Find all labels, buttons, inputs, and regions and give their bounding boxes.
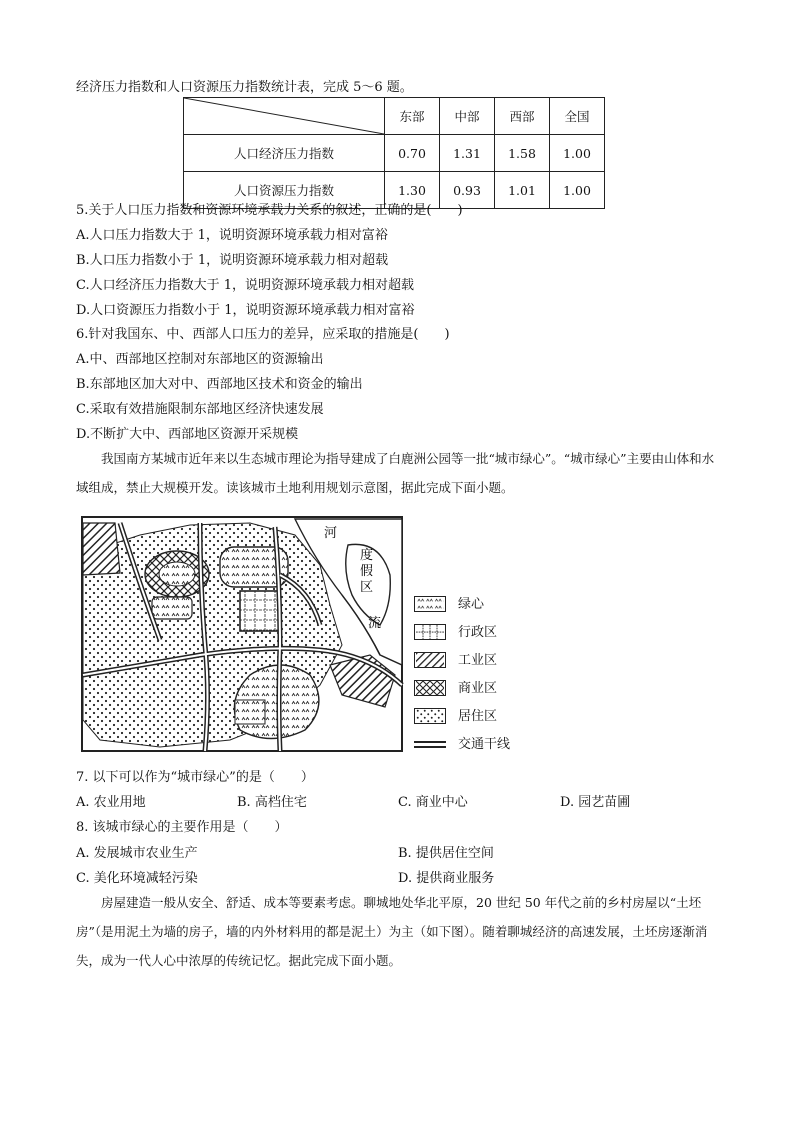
intro-text: 经济压力指数和人口资源压力指数统计表，完成 5～6 题。 — [76, 80, 413, 95]
admin-swatch-icon — [414, 624, 446, 640]
q6-stem: 6.针对我国东、中、西部人口压力的差异，应采取的措施是( ) — [76, 327, 450, 342]
legend-label: 行政区 — [458, 625, 498, 640]
table-cell: 1.01 — [495, 172, 550, 209]
q7-option-d: D. 园艺苗圃 — [560, 795, 631, 810]
legend-item — [414, 708, 554, 726]
road-swatch-icon — [414, 740, 446, 750]
q6-option-c: C.采取有效措施限制东部地区经济快速发展 — [76, 402, 324, 417]
industrial-swatch-icon — [414, 652, 446, 668]
legend-item — [414, 652, 554, 670]
q8-option-d: D. 提供商业服务 — [398, 871, 495, 886]
q6-option-d: D.不断扩大中、西部地区资源开采规模 — [76, 427, 299, 442]
legend-label: 居住区 — [458, 709, 498, 724]
river-label-1: 河 — [324, 526, 338, 541]
resort-label-2: 假 — [360, 564, 374, 579]
row-label: 人口资源压力指数 — [184, 172, 385, 209]
table-cell: 1.00 — [550, 172, 605, 209]
q5-option-a: A.人口压力指数大于 1，说明资源环境承载力相对富裕 — [76, 228, 388, 243]
commercial-swatch-icon — [414, 680, 446, 696]
table-cell: 1.58 — [495, 135, 550, 172]
legend-item — [414, 680, 554, 698]
q8-option-c: C. 美化环境减轻污染 — [76, 871, 198, 886]
passage-adobe-house — [76, 888, 722, 975]
table-header-east: 东部 — [385, 98, 440, 135]
q6-option-a: A.中、西部地区控制对东部地区的资源输出 — [76, 352, 324, 367]
row-label: 人口经济压力指数 — [184, 135, 385, 172]
q5-option-d: D.人口资源压力指数小于 1，说明资源环境承载力相对富裕 — [76, 303, 415, 318]
resort-label-1: 度 — [360, 548, 374, 563]
green-core-swatch-icon — [414, 596, 446, 612]
passage-text: 我国南方某城市近年来以生态城市理论为指导建成了白鹿洲公园等一批“城市绿心”。“城市绿心”主要由山体和水域组成，禁止大规模开发。读该城市土地利用规划示意图，据此完成下面小题。 — [76, 451, 715, 495]
table-header-west: 西部 — [495, 98, 550, 135]
resort-label-3: 区 — [360, 580, 374, 595]
table-cell: 0.70 — [385, 135, 440, 172]
residential-swatch-icon — [414, 708, 446, 724]
legend-label: 交通干线 — [458, 737, 511, 752]
q8-stem: 8. 该城市绿心的主要作用是（ ） — [76, 820, 288, 835]
table-header-central: 中部 — [440, 98, 495, 135]
q5-option-c: C.人口经济压力指数大于 1，说明资源环境承载力相对超载 — [76, 278, 415, 293]
table-cell: 1.31 — [440, 135, 495, 172]
legend-item — [414, 624, 554, 642]
q8-option-a: A. 发展城市农业生产 — [76, 846, 198, 861]
q7-option-b: B. 高档住宅 — [237, 795, 307, 810]
legend-item — [414, 596, 554, 614]
land-use-map — [80, 515, 405, 755]
q5-stem: 5.关于人口压力指数和资源环境承载力关系的叙述，正确的是( ) — [76, 203, 463, 218]
table-row — [184, 135, 605, 172]
table-cell: 1.30 — [385, 172, 440, 209]
table-cell: 0.93 — [440, 172, 495, 209]
table-cell: 1.00 — [550, 135, 605, 172]
q6-option-b: B.东部地区加大对中、西部地区技术和资金的输出 — [76, 377, 363, 392]
passage-text: 房屋建造一般从安全、舒适、成本等要素考虑。聊城地处华北平原，20 世纪 50 年代之前的乡村房屋以“土坯房”（是用泥土为墙的房子，墙的内外材料用的都是泥土）为主（如下图）。随着聊城经济的高速发展，土坯房逐渐消失，成为一代人心中浓厚的传统记忆。据此完成下面小题。 — [76, 895, 708, 968]
river-label-2: 流 — [368, 616, 382, 631]
q7-option-c: C. 商业中心 — [398, 795, 468, 810]
q7-stem: 7. 以下可以作为“城市绿心”的是（ ） — [76, 770, 314, 785]
legend-label: 绿心 — [458, 597, 485, 612]
legend-item — [414, 736, 554, 754]
table-corner-cell — [184, 98, 385, 135]
q7-option-a: A. 农业用地 — [76, 795, 146, 810]
q5-option-b: B.人口压力指数小于 1，说明资源环境承载力相对超载 — [76, 253, 389, 268]
legend-label: 商业区 — [458, 681, 498, 696]
pressure-index-table — [183, 97, 605, 209]
q8-option-b: B. 提供居住空间 — [398, 846, 494, 861]
table-header-national: 全国 — [550, 98, 605, 135]
passage-green-core — [76, 444, 722, 502]
legend-label: 工业区 — [458, 653, 498, 668]
